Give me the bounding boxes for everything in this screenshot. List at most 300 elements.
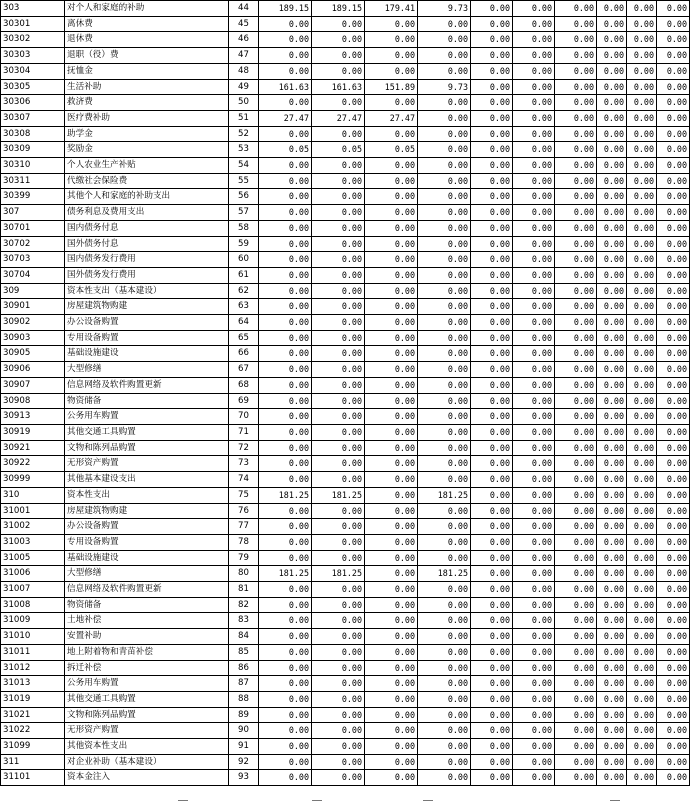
amount-cell[interactable]: 0.00 bbox=[471, 629, 513, 645]
amount-cell[interactable]: 179.41 bbox=[365, 1, 418, 17]
amount-cell[interactable]: 0.00 bbox=[259, 283, 312, 299]
amount-cell[interactable]: 0.00 bbox=[597, 582, 627, 598]
subject-name-cell[interactable]: 大型修缮 bbox=[65, 566, 229, 582]
subject-name-cell[interactable]: 大型修缮 bbox=[65, 362, 229, 378]
amount-cell[interactable]: 0.00 bbox=[418, 472, 471, 488]
amount-cell[interactable]: 0.00 bbox=[555, 644, 597, 660]
amount-cell[interactable]: 0.00 bbox=[312, 503, 365, 519]
amount-cell[interactable]: 0.00 bbox=[597, 519, 627, 535]
amount-cell[interactable]: 0.00 bbox=[597, 691, 627, 707]
subject-name-cell[interactable]: 生活补助 bbox=[65, 79, 229, 95]
subject-name-cell[interactable]: 安置补助 bbox=[65, 629, 229, 645]
amount-cell[interactable]: 0.00 bbox=[657, 503, 690, 519]
amount-cell[interactable]: 0.00 bbox=[418, 126, 471, 142]
amount-cell[interactable]: 0.00 bbox=[597, 63, 627, 79]
subject-code-cell[interactable]: 31011 bbox=[1, 644, 65, 660]
amount-cell[interactable]: 0.00 bbox=[365, 377, 418, 393]
amount-cell[interactable]: 0.00 bbox=[555, 299, 597, 315]
subject-code-cell[interactable]: 30307 bbox=[1, 110, 65, 126]
amount-cell[interactable]: 0.00 bbox=[513, 566, 555, 582]
amount-cell[interactable]: 0.00 bbox=[597, 676, 627, 692]
amount-cell[interactable]: 0.00 bbox=[627, 158, 657, 174]
amount-cell[interactable]: 0.00 bbox=[471, 597, 513, 613]
amount-cell[interactable]: 0.00 bbox=[627, 126, 657, 142]
row-number-cell[interactable]: 90 bbox=[229, 723, 259, 739]
amount-cell[interactable]: 0.00 bbox=[627, 754, 657, 770]
amount-cell[interactable]: 0.00 bbox=[555, 142, 597, 158]
amount-cell[interactable]: 0.00 bbox=[627, 142, 657, 158]
amount-cell[interactable]: 0.00 bbox=[555, 362, 597, 378]
amount-cell[interactable]: 0.00 bbox=[259, 739, 312, 755]
amount-cell[interactable]: 0.00 bbox=[365, 252, 418, 268]
amount-cell[interactable]: 0.00 bbox=[657, 63, 690, 79]
amount-cell[interactable]: 0.00 bbox=[312, 440, 365, 456]
amount-cell[interactable]: 0.00 bbox=[657, 613, 690, 629]
amount-cell[interactable]: 0.00 bbox=[657, 409, 690, 425]
amount-cell[interactable]: 0.00 bbox=[418, 739, 471, 755]
amount-cell[interactable]: 0.00 bbox=[312, 707, 365, 723]
amount-cell[interactable]: 0.00 bbox=[597, 32, 627, 48]
row-number-cell[interactable]: 76 bbox=[229, 503, 259, 519]
amount-cell[interactable]: 0.00 bbox=[365, 220, 418, 236]
amount-cell[interactable]: 0.00 bbox=[597, 409, 627, 425]
amount-cell[interactable]: 0.00 bbox=[259, 95, 312, 111]
amount-cell[interactable]: 0.00 bbox=[513, 377, 555, 393]
subject-code-cell[interactable]: 31010 bbox=[1, 629, 65, 645]
row-number-cell[interactable]: 49 bbox=[229, 79, 259, 95]
subject-name-cell[interactable]: 抚恤金 bbox=[65, 63, 229, 79]
amount-cell[interactable]: 0.00 bbox=[597, 205, 627, 221]
subject-code-cell[interactable]: 30302 bbox=[1, 32, 65, 48]
row-number-cell[interactable]: 58 bbox=[229, 220, 259, 236]
subject-code-cell[interactable]: 30310 bbox=[1, 158, 65, 174]
amount-cell[interactable]: 0.00 bbox=[259, 754, 312, 770]
amount-cell[interactable]: 0.00 bbox=[365, 691, 418, 707]
amount-cell[interactable]: 0.00 bbox=[657, 142, 690, 158]
amount-cell[interactable]: 0.00 bbox=[627, 409, 657, 425]
amount-cell[interactable]: 0.00 bbox=[312, 173, 365, 189]
subject-code-cell[interactable]: 31099 bbox=[1, 739, 65, 755]
amount-cell[interactable]: 0.00 bbox=[555, 550, 597, 566]
amount-cell[interactable]: 0.00 bbox=[365, 440, 418, 456]
subject-code-cell[interactable]: 30703 bbox=[1, 252, 65, 268]
subject-code-cell[interactable]: 30908 bbox=[1, 393, 65, 409]
amount-cell[interactable]: 0.00 bbox=[555, 409, 597, 425]
amount-cell[interactable]: 0.00 bbox=[312, 252, 365, 268]
subject-name-cell[interactable]: 房屋建筑物购建 bbox=[65, 503, 229, 519]
amount-cell[interactable]: 0.00 bbox=[312, 63, 365, 79]
subject-code-cell[interactable]: 31019 bbox=[1, 691, 65, 707]
amount-cell[interactable]: 0.00 bbox=[471, 707, 513, 723]
amount-cell[interactable]: 0.00 bbox=[418, 283, 471, 299]
subject-name-cell[interactable]: 国内债务发行费用 bbox=[65, 252, 229, 268]
amount-cell[interactable]: 0.00 bbox=[555, 283, 597, 299]
amount-cell[interactable]: 0.00 bbox=[418, 644, 471, 660]
amount-cell[interactable]: 0.00 bbox=[627, 267, 657, 283]
amount-cell[interactable]: 0.00 bbox=[597, 534, 627, 550]
amount-cell[interactable]: 0.00 bbox=[513, 409, 555, 425]
subject-code-cell[interactable]: 30905 bbox=[1, 346, 65, 362]
amount-cell[interactable]: 0.00 bbox=[627, 770, 657, 786]
subject-code-cell[interactable]: 31002 bbox=[1, 519, 65, 535]
amount-cell[interactable]: 0.00 bbox=[365, 582, 418, 598]
amount-cell[interactable]: 0.00 bbox=[418, 691, 471, 707]
subject-code-cell[interactable]: 303 bbox=[1, 1, 65, 17]
amount-cell[interactable]: 0.00 bbox=[555, 754, 597, 770]
row-number-cell[interactable]: 91 bbox=[229, 739, 259, 755]
subject-code-cell[interactable]: 31101 bbox=[1, 770, 65, 786]
amount-cell[interactable]: 151.89 bbox=[365, 79, 418, 95]
amount-cell[interactable]: 0.00 bbox=[555, 770, 597, 786]
subject-code-cell[interactable]: 30913 bbox=[1, 409, 65, 425]
amount-cell[interactable]: 0.00 bbox=[365, 283, 418, 299]
amount-cell[interactable]: 0.05 bbox=[259, 142, 312, 158]
amount-cell[interactable]: 0.00 bbox=[597, 613, 627, 629]
amount-cell[interactable]: 0.00 bbox=[555, 519, 597, 535]
subject-code-cell[interactable]: 30903 bbox=[1, 330, 65, 346]
row-number-cell[interactable]: 63 bbox=[229, 299, 259, 315]
row-number-cell[interactable]: 64 bbox=[229, 315, 259, 331]
amount-cell[interactable]: 0.00 bbox=[555, 739, 597, 755]
amount-cell[interactable]: 0.00 bbox=[657, 48, 690, 64]
amount-cell[interactable]: 0.00 bbox=[259, 409, 312, 425]
amount-cell[interactable]: 0.00 bbox=[657, 267, 690, 283]
amount-cell[interactable]: 0.00 bbox=[259, 189, 312, 205]
amount-cell[interactable]: 0.00 bbox=[657, 283, 690, 299]
amount-cell[interactable]: 0.00 bbox=[471, 330, 513, 346]
amount-cell[interactable]: 0.00 bbox=[259, 440, 312, 456]
amount-cell[interactable]: 0.00 bbox=[365, 362, 418, 378]
amount-cell[interactable]: 181.25 bbox=[259, 487, 312, 503]
amount-cell[interactable]: 0.00 bbox=[555, 252, 597, 268]
amount-cell[interactable]: 0.00 bbox=[365, 330, 418, 346]
amount-cell[interactable]: 0.00 bbox=[513, 534, 555, 550]
subject-code-cell[interactable]: 31022 bbox=[1, 723, 65, 739]
row-number-cell[interactable]: 53 bbox=[229, 142, 259, 158]
amount-cell[interactable]: 0.00 bbox=[418, 173, 471, 189]
amount-cell[interactable]: 0.00 bbox=[597, 424, 627, 440]
amount-cell[interactable]: 0.00 bbox=[471, 440, 513, 456]
amount-cell[interactable]: 0.00 bbox=[627, 189, 657, 205]
amount-cell[interactable]: 181.25 bbox=[312, 487, 365, 503]
amount-cell[interactable]: 0.00 bbox=[418, 220, 471, 236]
amount-cell[interactable]: 0.00 bbox=[418, 63, 471, 79]
subject-code-cell[interactable]: 30901 bbox=[1, 299, 65, 315]
amount-cell[interactable]: 0.00 bbox=[597, 550, 627, 566]
amount-cell[interactable]: 9.73 bbox=[418, 79, 471, 95]
amount-cell[interactable]: 0.00 bbox=[657, 1, 690, 17]
amount-cell[interactable]: 0.00 bbox=[312, 472, 365, 488]
amount-cell[interactable]: 0.00 bbox=[471, 16, 513, 32]
amount-cell[interactable]: 0.00 bbox=[365, 299, 418, 315]
subject-code-cell[interactable]: 31021 bbox=[1, 707, 65, 723]
amount-cell[interactable]: 0.00 bbox=[657, 362, 690, 378]
amount-cell[interactable]: 0.00 bbox=[365, 503, 418, 519]
amount-cell[interactable]: 0.00 bbox=[597, 346, 627, 362]
amount-cell[interactable]: 0.00 bbox=[513, 142, 555, 158]
amount-cell[interactable]: 0.00 bbox=[471, 487, 513, 503]
amount-cell[interactable]: 0.00 bbox=[513, 63, 555, 79]
amount-cell[interactable]: 0.00 bbox=[365, 629, 418, 645]
amount-cell[interactable]: 0.00 bbox=[471, 472, 513, 488]
subject-code-cell[interactable]: 30305 bbox=[1, 79, 65, 95]
amount-cell[interactable]: 0.00 bbox=[657, 252, 690, 268]
amount-cell[interactable]: 0.00 bbox=[627, 629, 657, 645]
subject-name-cell[interactable]: 助学金 bbox=[65, 126, 229, 142]
amount-cell[interactable]: 0.00 bbox=[597, 487, 627, 503]
subject-code-cell[interactable]: 30301 bbox=[1, 16, 65, 32]
subject-name-cell[interactable]: 国外债务付息 bbox=[65, 236, 229, 252]
amount-cell[interactable]: 0.00 bbox=[312, 393, 365, 409]
amount-cell[interactable]: 0.00 bbox=[597, 299, 627, 315]
amount-cell[interactable]: 161.63 bbox=[259, 79, 312, 95]
amount-cell[interactable]: 0.00 bbox=[471, 456, 513, 472]
amount-cell[interactable]: 0.00 bbox=[657, 707, 690, 723]
amount-cell[interactable]: 0.00 bbox=[418, 315, 471, 331]
amount-cell[interactable]: 0.00 bbox=[555, 32, 597, 48]
amount-cell[interactable]: 0.00 bbox=[259, 362, 312, 378]
amount-cell[interactable]: 0.00 bbox=[471, 644, 513, 660]
amount-cell[interactable]: 0.00 bbox=[418, 377, 471, 393]
row-number-cell[interactable]: 77 bbox=[229, 519, 259, 535]
amount-cell[interactable]: 0.00 bbox=[555, 79, 597, 95]
subject-name-cell[interactable]: 资本性支出（基本建设） bbox=[65, 283, 229, 299]
amount-cell[interactable]: 0.00 bbox=[513, 32, 555, 48]
subject-name-cell[interactable]: 公务用车购置 bbox=[65, 676, 229, 692]
row-number-cell[interactable]: 81 bbox=[229, 582, 259, 598]
subject-name-cell[interactable]: 地上附着物和青苗补偿 bbox=[65, 644, 229, 660]
amount-cell[interactable]: 0.00 bbox=[627, 236, 657, 252]
amount-cell[interactable]: 0.00 bbox=[259, 377, 312, 393]
amount-cell[interactable]: 0.00 bbox=[627, 644, 657, 660]
amount-cell[interactable]: 0.00 bbox=[259, 660, 312, 676]
amount-cell[interactable]: 0.00 bbox=[513, 707, 555, 723]
amount-cell[interactable]: 0.00 bbox=[418, 110, 471, 126]
amount-cell[interactable]: 0.00 bbox=[471, 1, 513, 17]
amount-cell[interactable]: 0.00 bbox=[418, 158, 471, 174]
row-number-cell[interactable]: 86 bbox=[229, 660, 259, 676]
amount-cell[interactable]: 0.00 bbox=[471, 315, 513, 331]
subject-name-cell[interactable]: 土地补偿 bbox=[65, 613, 229, 629]
amount-cell[interactable]: 0.00 bbox=[365, 346, 418, 362]
amount-cell[interactable]: 0.00 bbox=[513, 613, 555, 629]
amount-cell[interactable]: 0.00 bbox=[597, 660, 627, 676]
amount-cell[interactable]: 0.00 bbox=[555, 236, 597, 252]
row-number-cell[interactable]: 78 bbox=[229, 534, 259, 550]
amount-cell[interactable]: 0.00 bbox=[418, 770, 471, 786]
amount-cell[interactable]: 0.00 bbox=[365, 676, 418, 692]
amount-cell[interactable]: 0.00 bbox=[365, 393, 418, 409]
amount-cell[interactable]: 0.00 bbox=[312, 126, 365, 142]
amount-cell[interactable]: 0.00 bbox=[513, 487, 555, 503]
amount-cell[interactable]: 0.00 bbox=[365, 409, 418, 425]
row-number-cell[interactable]: 48 bbox=[229, 63, 259, 79]
amount-cell[interactable]: 0.00 bbox=[513, 754, 555, 770]
amount-cell[interactable]: 0.00 bbox=[312, 32, 365, 48]
amount-cell[interactable]: 0.00 bbox=[555, 330, 597, 346]
amount-cell[interactable]: 0.00 bbox=[513, 503, 555, 519]
amount-cell[interactable]: 0.00 bbox=[597, 189, 627, 205]
amount-cell[interactable]: 0.00 bbox=[418, 48, 471, 64]
amount-cell[interactable]: 0.00 bbox=[555, 220, 597, 236]
amount-cell[interactable]: 0.00 bbox=[627, 707, 657, 723]
amount-cell[interactable]: 0.00 bbox=[418, 550, 471, 566]
subject-code-cell[interactable]: 30303 bbox=[1, 48, 65, 64]
row-number-cell[interactable]: 83 bbox=[229, 613, 259, 629]
amount-cell[interactable]: 0.00 bbox=[312, 283, 365, 299]
amount-cell[interactable]: 0.00 bbox=[627, 723, 657, 739]
amount-cell[interactable]: 0.00 bbox=[627, 346, 657, 362]
amount-cell[interactable]: 0.00 bbox=[259, 550, 312, 566]
amount-cell[interactable]: 0.00 bbox=[513, 582, 555, 598]
row-number-cell[interactable]: 61 bbox=[229, 267, 259, 283]
subject-code-cell[interactable]: 310 bbox=[1, 487, 65, 503]
amount-cell[interactable]: 0.00 bbox=[513, 110, 555, 126]
amount-cell[interactable]: 0.00 bbox=[312, 629, 365, 645]
amount-cell[interactable]: 0.00 bbox=[555, 613, 597, 629]
subject-name-cell[interactable]: 房屋建筑物购建 bbox=[65, 299, 229, 315]
amount-cell[interactable]: 0.00 bbox=[555, 173, 597, 189]
amount-cell[interactable]: 0.00 bbox=[365, 519, 418, 535]
amount-cell[interactable]: 0.00 bbox=[471, 63, 513, 79]
amount-cell[interactable]: 0.00 bbox=[513, 236, 555, 252]
amount-cell[interactable]: 0.00 bbox=[657, 79, 690, 95]
amount-cell[interactable]: 0.00 bbox=[597, 707, 627, 723]
amount-cell[interactable]: 0.00 bbox=[259, 346, 312, 362]
amount-cell[interactable]: 0.00 bbox=[555, 315, 597, 331]
amount-cell[interactable]: 0.00 bbox=[365, 205, 418, 221]
amount-cell[interactable]: 0.00 bbox=[555, 723, 597, 739]
amount-cell[interactable]: 0.00 bbox=[365, 48, 418, 64]
amount-cell[interactable]: 0.00 bbox=[657, 16, 690, 32]
subject-name-cell[interactable]: 资本性支出 bbox=[65, 487, 229, 503]
amount-cell[interactable]: 0.00 bbox=[627, 691, 657, 707]
subject-code-cell[interactable]: 307 bbox=[1, 205, 65, 221]
subject-code-cell[interactable]: 30311 bbox=[1, 173, 65, 189]
amount-cell[interactable]: 0.00 bbox=[555, 487, 597, 503]
amount-cell[interactable]: 0.00 bbox=[627, 299, 657, 315]
amount-cell[interactable]: 0.00 bbox=[365, 660, 418, 676]
amount-cell[interactable]: 0.00 bbox=[597, 252, 627, 268]
amount-cell[interactable]: 0.00 bbox=[259, 63, 312, 79]
amount-cell[interactable]: 0.00 bbox=[627, 32, 657, 48]
row-number-cell[interactable]: 93 bbox=[229, 770, 259, 786]
row-number-cell[interactable]: 89 bbox=[229, 707, 259, 723]
amount-cell[interactable]: 0.00 bbox=[513, 346, 555, 362]
amount-cell[interactable]: 0.00 bbox=[657, 110, 690, 126]
amount-cell[interactable]: 0.00 bbox=[312, 377, 365, 393]
amount-cell[interactable]: 0.00 bbox=[312, 691, 365, 707]
amount-cell[interactable]: 0.00 bbox=[513, 676, 555, 692]
amount-cell[interactable]: 0.00 bbox=[627, 377, 657, 393]
amount-cell[interactable]: 0.00 bbox=[627, 660, 657, 676]
row-number-cell[interactable]: 46 bbox=[229, 32, 259, 48]
amount-cell[interactable]: 0.00 bbox=[259, 707, 312, 723]
amount-cell[interactable]: 0.00 bbox=[365, 63, 418, 79]
amount-cell[interactable]: 0.00 bbox=[312, 267, 365, 283]
amount-cell[interactable]: 0.00 bbox=[513, 205, 555, 221]
subject-code-cell[interactable]: 30704 bbox=[1, 267, 65, 283]
amount-cell[interactable]: 0.00 bbox=[259, 613, 312, 629]
row-number-cell[interactable]: 74 bbox=[229, 472, 259, 488]
subject-code-cell[interactable]: 30304 bbox=[1, 63, 65, 79]
amount-cell[interactable]: 0.00 bbox=[657, 220, 690, 236]
amount-cell[interactable]: 0.00 bbox=[513, 472, 555, 488]
amount-cell[interactable]: 27.47 bbox=[259, 110, 312, 126]
amount-cell[interactable]: 0.00 bbox=[418, 205, 471, 221]
amount-cell[interactable]: 0.00 bbox=[513, 362, 555, 378]
amount-cell[interactable]: 0.05 bbox=[312, 142, 365, 158]
amount-cell[interactable]: 0.00 bbox=[259, 393, 312, 409]
amount-cell[interactable]: 0.00 bbox=[259, 723, 312, 739]
subject-name-cell[interactable]: 对个人和家庭的补助 bbox=[65, 1, 229, 17]
amount-cell[interactable]: 0.00 bbox=[657, 629, 690, 645]
amount-cell[interactable]: 0.00 bbox=[418, 189, 471, 205]
row-number-cell[interactable]: 59 bbox=[229, 236, 259, 252]
amount-cell[interactable]: 0.00 bbox=[627, 487, 657, 503]
subject-name-cell[interactable]: 基础设施建设 bbox=[65, 346, 229, 362]
amount-cell[interactable]: 0.00 bbox=[365, 158, 418, 174]
subject-name-cell[interactable]: 对企业补助（基本建设） bbox=[65, 754, 229, 770]
amount-cell[interactable]: 0.00 bbox=[513, 189, 555, 205]
amount-cell[interactable]: 0.00 bbox=[365, 424, 418, 440]
amount-cell[interactable]: 0.00 bbox=[627, 503, 657, 519]
amount-cell[interactable]: 0.00 bbox=[365, 16, 418, 32]
amount-cell[interactable]: 0.00 bbox=[555, 424, 597, 440]
amount-cell[interactable]: 0.00 bbox=[471, 236, 513, 252]
amount-cell[interactable]: 0.00 bbox=[259, 315, 312, 331]
amount-cell[interactable]: 0.00 bbox=[259, 173, 312, 189]
amount-cell[interactable]: 0.00 bbox=[627, 283, 657, 299]
amount-cell[interactable]: 0.00 bbox=[657, 519, 690, 535]
subject-code-cell[interactable]: 30919 bbox=[1, 424, 65, 440]
amount-cell[interactable]: 0.00 bbox=[471, 676, 513, 692]
row-number-cell[interactable]: 47 bbox=[229, 48, 259, 64]
amount-cell[interactable]: 0.00 bbox=[418, 236, 471, 252]
amount-cell[interactable]: 0.00 bbox=[513, 126, 555, 142]
amount-cell[interactable]: 0.00 bbox=[259, 205, 312, 221]
amount-cell[interactable]: 0.00 bbox=[627, 48, 657, 64]
amount-cell[interactable]: 0.00 bbox=[597, 472, 627, 488]
amount-cell[interactable]: 0.00 bbox=[513, 393, 555, 409]
amount-cell[interactable]: 0.00 bbox=[555, 472, 597, 488]
amount-cell[interactable]: 0.00 bbox=[471, 126, 513, 142]
amount-cell[interactable]: 0.00 bbox=[627, 393, 657, 409]
amount-cell[interactable]: 0.00 bbox=[312, 613, 365, 629]
row-number-cell[interactable]: 92 bbox=[229, 754, 259, 770]
amount-cell[interactable]: 0.00 bbox=[657, 739, 690, 755]
subject-name-cell[interactable]: 资本金注入 bbox=[65, 770, 229, 786]
amount-cell[interactable]: 0.00 bbox=[597, 739, 627, 755]
amount-cell[interactable]: 0.00 bbox=[555, 48, 597, 64]
amount-cell[interactable]: 0.00 bbox=[513, 283, 555, 299]
amount-cell[interactable]: 0.00 bbox=[418, 676, 471, 692]
subject-name-cell[interactable]: 办公设备购置 bbox=[65, 315, 229, 331]
row-number-cell[interactable]: 68 bbox=[229, 377, 259, 393]
amount-cell[interactable]: 0.00 bbox=[471, 424, 513, 440]
amount-cell[interactable]: 0.00 bbox=[597, 330, 627, 346]
amount-cell[interactable]: 0.00 bbox=[597, 456, 627, 472]
amount-cell[interactable]: 0.00 bbox=[555, 503, 597, 519]
amount-cell[interactable]: 0.00 bbox=[555, 158, 597, 174]
subject-code-cell[interactable]: 31009 bbox=[1, 613, 65, 629]
amount-cell[interactable]: 0.00 bbox=[597, 597, 627, 613]
amount-cell[interactable]: 0.00 bbox=[471, 283, 513, 299]
amount-cell[interactable]: 0.00 bbox=[513, 1, 555, 17]
amount-cell[interactable]: 0.00 bbox=[312, 220, 365, 236]
amount-cell[interactable]: 0.00 bbox=[418, 629, 471, 645]
amount-cell[interactable]: 0.00 bbox=[471, 754, 513, 770]
